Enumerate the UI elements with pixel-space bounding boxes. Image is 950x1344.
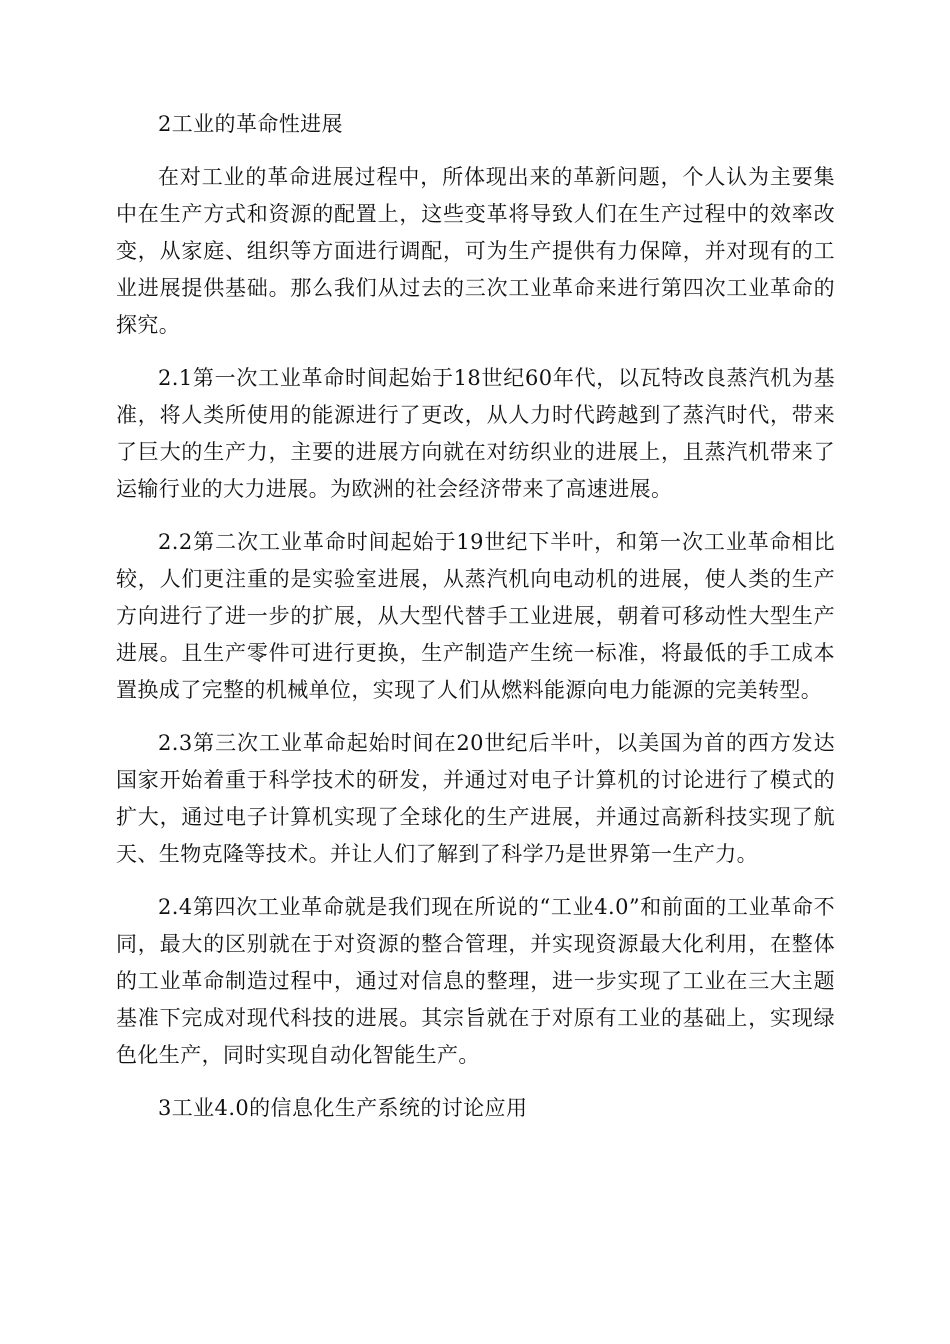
section-2-4-paragraph: 2.4第四次工业革命就是我们现在所说的“工业4.0”和前面的工业革命不同，最大的区别就在于对资源的整合管理，并实现资源最大化利用，在整体的工业革命制造过程中，通过对信息的整理，进一步实现了工业在三大主题基准下完成对现代科技的进展。其宗旨就在于对原有工业的基础上，实现绿色化生产，同时实现自动化智能生产。 [116,895,835,1067]
document-body [116,106,835,1143]
section-heading-2: 2工业的革命性进展 [158,112,343,136]
intro-paragraph: 在对工业的革命进展过程中，所体现出来的革新问题，个人认为主要集中在生产方式和资源的配置上，这些变革将导致人们在生产过程中的效率改变，从家庭、组织等方面进行调配，可为生产提供有力保障，并对现有的工业进展提供基础。那么我们从过去的三次工业革命来进行第四次工业革命的探究。 [116,165,835,337]
section-heading-3: 3工业4.0的信息化生产系统的讨论应用 [158,1096,528,1120]
section-2-2-paragraph: 2.2第二次工业革命时间起始于19世纪下半叶，和第一次工业革命相比较，人们更注重的是实验室进展，从蒸汽机向电动机的进展，使人类的生产方向进行了进一步的扩展，从大型代替手工业进展，朝着可移动性大型生产进展。且生产零件可进行更换，生产制造产生统一标准，将最低的手工成本置换成了完整的机械单位，实现了人们从燃料能源向电力能源的完美转型。 [116,530,835,702]
section-2-3-paragraph: 2.3第三次工业革命起始时间在20世纪后半叶，以美国为首的西方发达国家开始着重于科学技术的研发，并通过对电子计算机的讨论进行了模式的扩大，通过电子计算机实现了全球化的生产进展，并通过高新科技实现了航天、生物克隆等技术。并让人们了解到了科学乃是世界第一生产力。 [116,731,835,866]
section-2-1-paragraph: 2.1第一次工业革命时间起始于18世纪60年代，以瓦特改良蒸汽机为基准，将人类所使用的能源进行了更改，从人力时代跨越到了蒸汽时代，带来了巨大的生产力，主要的进展方向就在对纺织业的进展上，且蒸汽机带来了运输行业的大力进展。为欧洲的社会经济带来了高速进展。 [116,366,835,501]
